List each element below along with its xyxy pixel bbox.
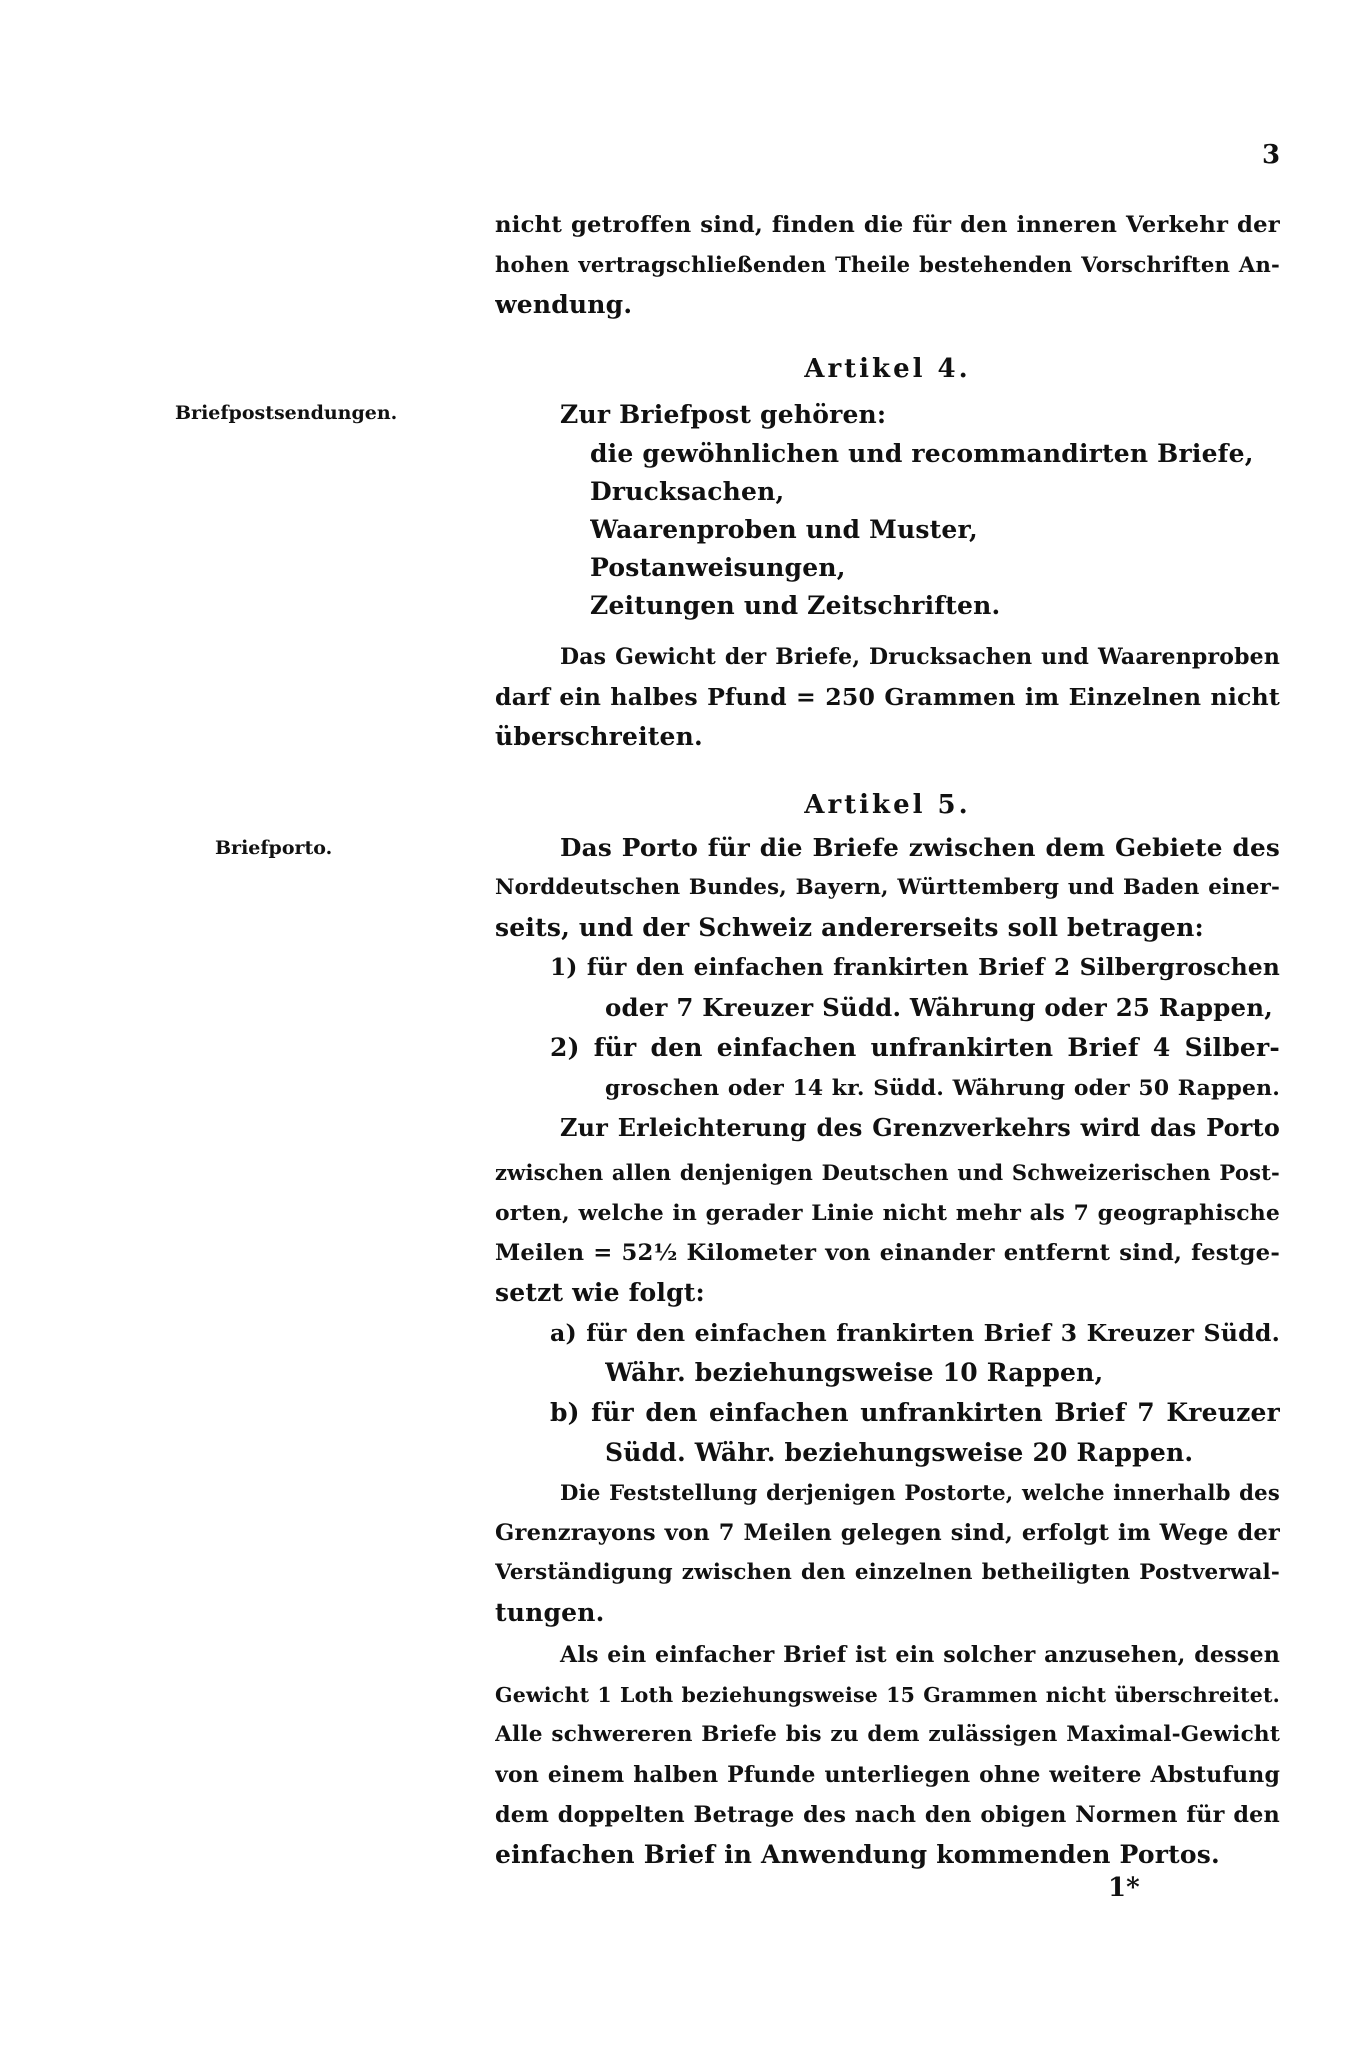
text-line: Norddeutschen Bundes, Bayern, Württemberg und Baden einer-	[495, 875, 1280, 900]
text-line: Gewicht 1 Loth beziehungsweise 15 Grammen nicht überschreitet.	[495, 1683, 1280, 1707]
text-line: Alle schwereren Briefe bis zu dem zulässigen Maximal-Gewicht	[495, 1722, 1280, 1747]
text-line: nicht getroffen sind, finden die für den inneren Verkehr der	[495, 212, 1280, 238]
list-item-continuation: groschen oder 14 kr. Südd. Währung oder 50 Rappen.	[605, 1075, 1280, 1101]
list-item: die gewöhnlichen und recommandirten Briefe,	[590, 439, 1254, 468]
text-line: Das Porto für die Briefe zwischen dem Gebiete des	[560, 833, 1280, 862]
article-heading: Artikel 5.	[804, 790, 971, 820]
text-line: Zur Briefpost gehören:	[560, 400, 887, 429]
list-item: Drucksachen,	[590, 477, 785, 506]
margin-note: Briefporto.	[215, 837, 333, 859]
text-line: Meilen = 52½ Kilometer von einander entfernt sind, festge-	[495, 1240, 1280, 1266]
text-line: zwischen allen denjenigen Deutschen und Schweizerischen Post-	[495, 1160, 1280, 1185]
text-line: überschreiten.	[495, 722, 703, 751]
list-item: Zeitungen und Zeitschriften.	[590, 591, 1001, 620]
text-line: einfachen Brief in Anwendung kommenden Portos.	[495, 1840, 1220, 1869]
list-item: Waarenproben und Muster,	[590, 515, 978, 544]
list-item: 2) für den einfachen unfrankirten Brief 4 Silber-	[550, 1033, 1280, 1062]
margin-note: Briefpostsendungen.	[175, 402, 398, 424]
text-line: wendung.	[495, 290, 633, 319]
text-line: Verständigung zwischen den einzelnen betheiligten Postverwal-	[495, 1560, 1280, 1585]
list-item: a) für den einfachen frankirten Brief 3 Kreuzer Südd.	[550, 1319, 1280, 1347]
list-item: Postanweisungen,	[590, 553, 846, 582]
text-line: orten, welche in gerader Linie nicht mehr als 7 geographische	[495, 1200, 1280, 1226]
list-item: b) für den einfachen unfrankirten Brief 7 Kreuzer	[550, 1398, 1280, 1427]
list-item-continuation: Südd. Währ. beziehungsweise 20 Rappen.	[605, 1438, 1194, 1467]
text-line: tungen.	[495, 1598, 605, 1627]
text-line: Als ein einfacher Brief ist ein solcher anzusehen, dessen	[560, 1642, 1280, 1668]
list-item: 1) für den einfachen frankirten Brief 2 Silbergroschen	[550, 954, 1280, 981]
text-line: dem doppelten Betrage des nach den obigen Normen für den	[495, 1802, 1280, 1828]
text-line: von einem halben Pfunde unterliegen ohne weitere Abstufung	[495, 1762, 1280, 1788]
article-heading: Artikel 4.	[804, 354, 971, 384]
text-line: seits, und der Schweiz andererseits soll betragen:	[495, 913, 1204, 942]
text-line: Zur Erleichterung des Grenzverkehrs wird das Porto	[560, 1114, 1280, 1142]
sheet-signature: 1*	[1108, 1873, 1140, 1903]
text-line: Das Gewicht der Briefe, Drucksachen und Waarenproben	[560, 644, 1280, 670]
page-number: 3	[1262, 140, 1281, 170]
text-line: setzt wie folgt:	[495, 1278, 705, 1307]
list-item-continuation: Währ. beziehungsweise 10 Rappen,	[605, 1358, 1104, 1387]
text-line: darf ein halbes Pfund = 250 Grammen im Einzelnen nicht	[495, 683, 1280, 711]
list-item-continuation: oder 7 Kreuzer Südd. Währung oder 25 Rappen,	[605, 993, 1273, 1022]
text-line: Grenzrayons von 7 Meilen gelegen sind, erfolgt im Wege der	[495, 1520, 1280, 1546]
text-line: hohen vertragschließenden Theile bestehenden Vorschriften An-	[495, 252, 1280, 277]
text-line: Die Feststellung derjenigen Postorte, welche innerhalb des	[560, 1480, 1280, 1505]
